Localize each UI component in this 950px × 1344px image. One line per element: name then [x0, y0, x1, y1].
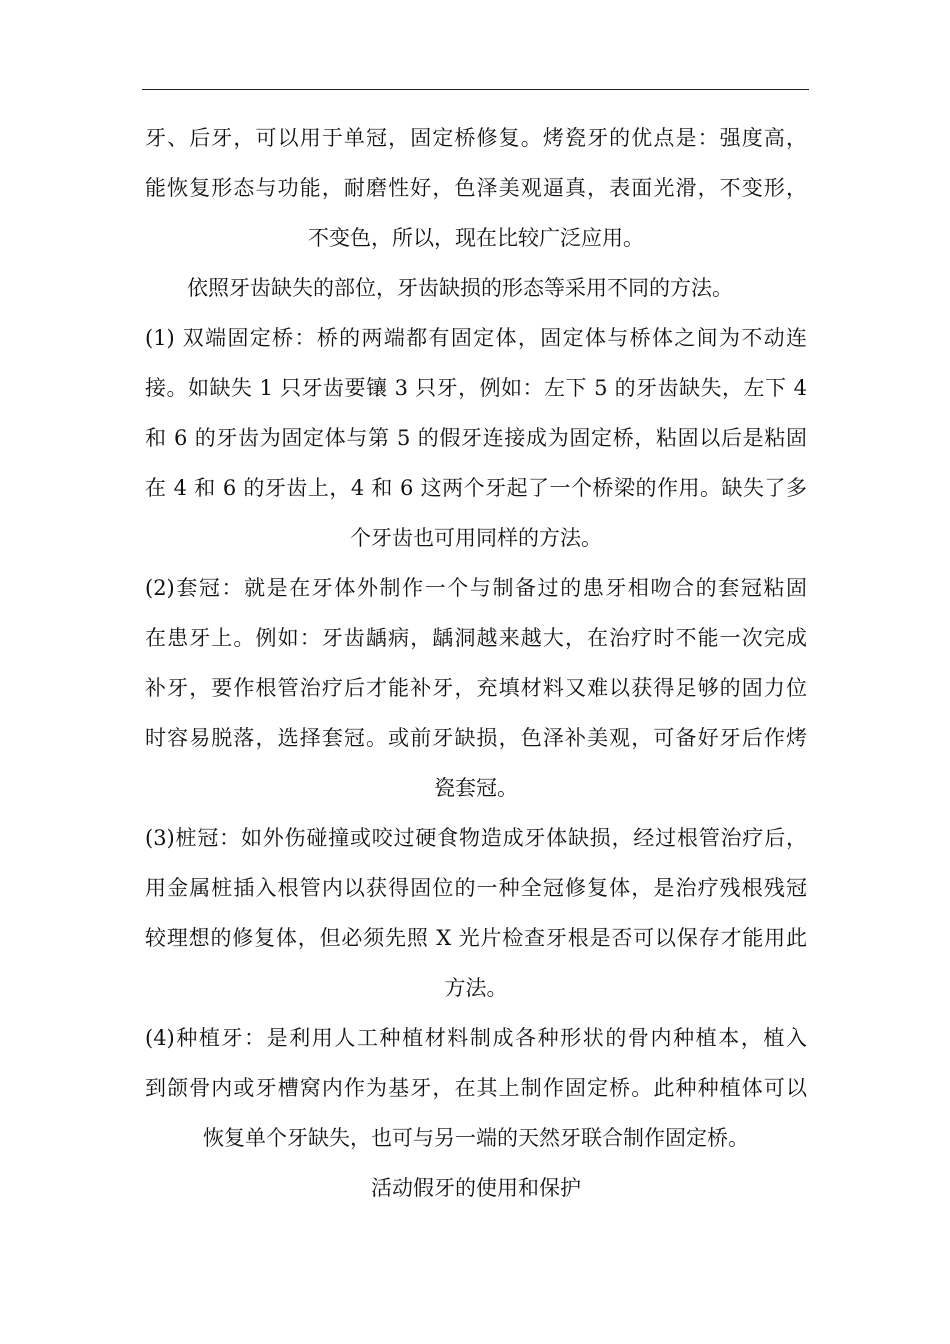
text-line: 个牙齿也可用同样的方法。	[350, 526, 602, 550]
text-line: 在患牙上。例如：牙齿龋病，龋洞越来越大，在治疗时不能一次完成	[145, 626, 807, 650]
text-line: 在 4 和 6 的牙齿上，4 和 6 这两个牙起了一个桥梁的作用。缺失了多	[145, 476, 807, 500]
text-line: 和 6 的牙齿为固定体与第 5 的假牙连接成为固定桥，粘固以后是粘固	[145, 426, 807, 450]
text-line: 时容易脱落，选择套冠。或前牙缺损，色泽补美观，可备好牙后作烤	[145, 726, 807, 750]
header-rule	[142, 89, 809, 90]
text-line: 到颌骨内或牙槽窝内作为基牙，在其上制作固定桥。此种种植体可以	[145, 1076, 807, 1100]
text-line: 接。如缺失 1 只牙齿要镶 3 只牙，例如：左下 5 的牙齿缺失，左下 4	[145, 376, 807, 400]
text-line: (3)桩冠：如外伤碰撞或咬过硬食物造成牙体缺损，经过根管治疗后，	[145, 826, 807, 850]
text-line: 不变色，所以，现在比较广泛应用。	[308, 226, 644, 250]
text-line: (2)套冠：就是在牙体外制作一个与制备过的患牙相吻合的套冠粘固	[145, 576, 807, 600]
paragraph-intro: 依照牙齿缺失的部位，牙齿缺损的形态等采用不同的方法。	[187, 276, 733, 300]
text-line: 用金属桩插入根管内以获得固位的一种全冠修复体，是治疗残根残冠	[145, 876, 807, 900]
text-line: (1) 双端固定桥：桥的两端都有固定体，固定体与桥体之间为不动连	[145, 326, 807, 350]
text-line: 恢复单个牙缺失，也可与另一端的天然牙联合制作固定桥。	[203, 1126, 749, 1150]
text-line: (4)种植牙：是利用人工种植材料制成各种形状的骨内种植本，植入	[145, 1026, 807, 1050]
text-line: 能恢复形态与功能，耐磨性好，色泽美观逼真，表面光滑，不变形，	[145, 176, 807, 200]
text-line: 较理想的修复体，但必须先照 X 光片检查牙根是否可以保存才能用此	[145, 926, 807, 950]
text-line: 方法。	[444, 976, 508, 1000]
document-body	[145, 113, 807, 1213]
section-heading: 活动假牙的使用和保护	[371, 1176, 581, 1200]
text-line: 牙、后牙，可以用于单冠，固定桥修复。烤瓷牙的优点是：强度高，	[145, 126, 807, 150]
text-line: 瓷套冠。	[434, 776, 518, 800]
text-line: 补牙，要作根管治疗后才能补牙，充填材料又难以获得足够的固力位	[145, 676, 807, 700]
